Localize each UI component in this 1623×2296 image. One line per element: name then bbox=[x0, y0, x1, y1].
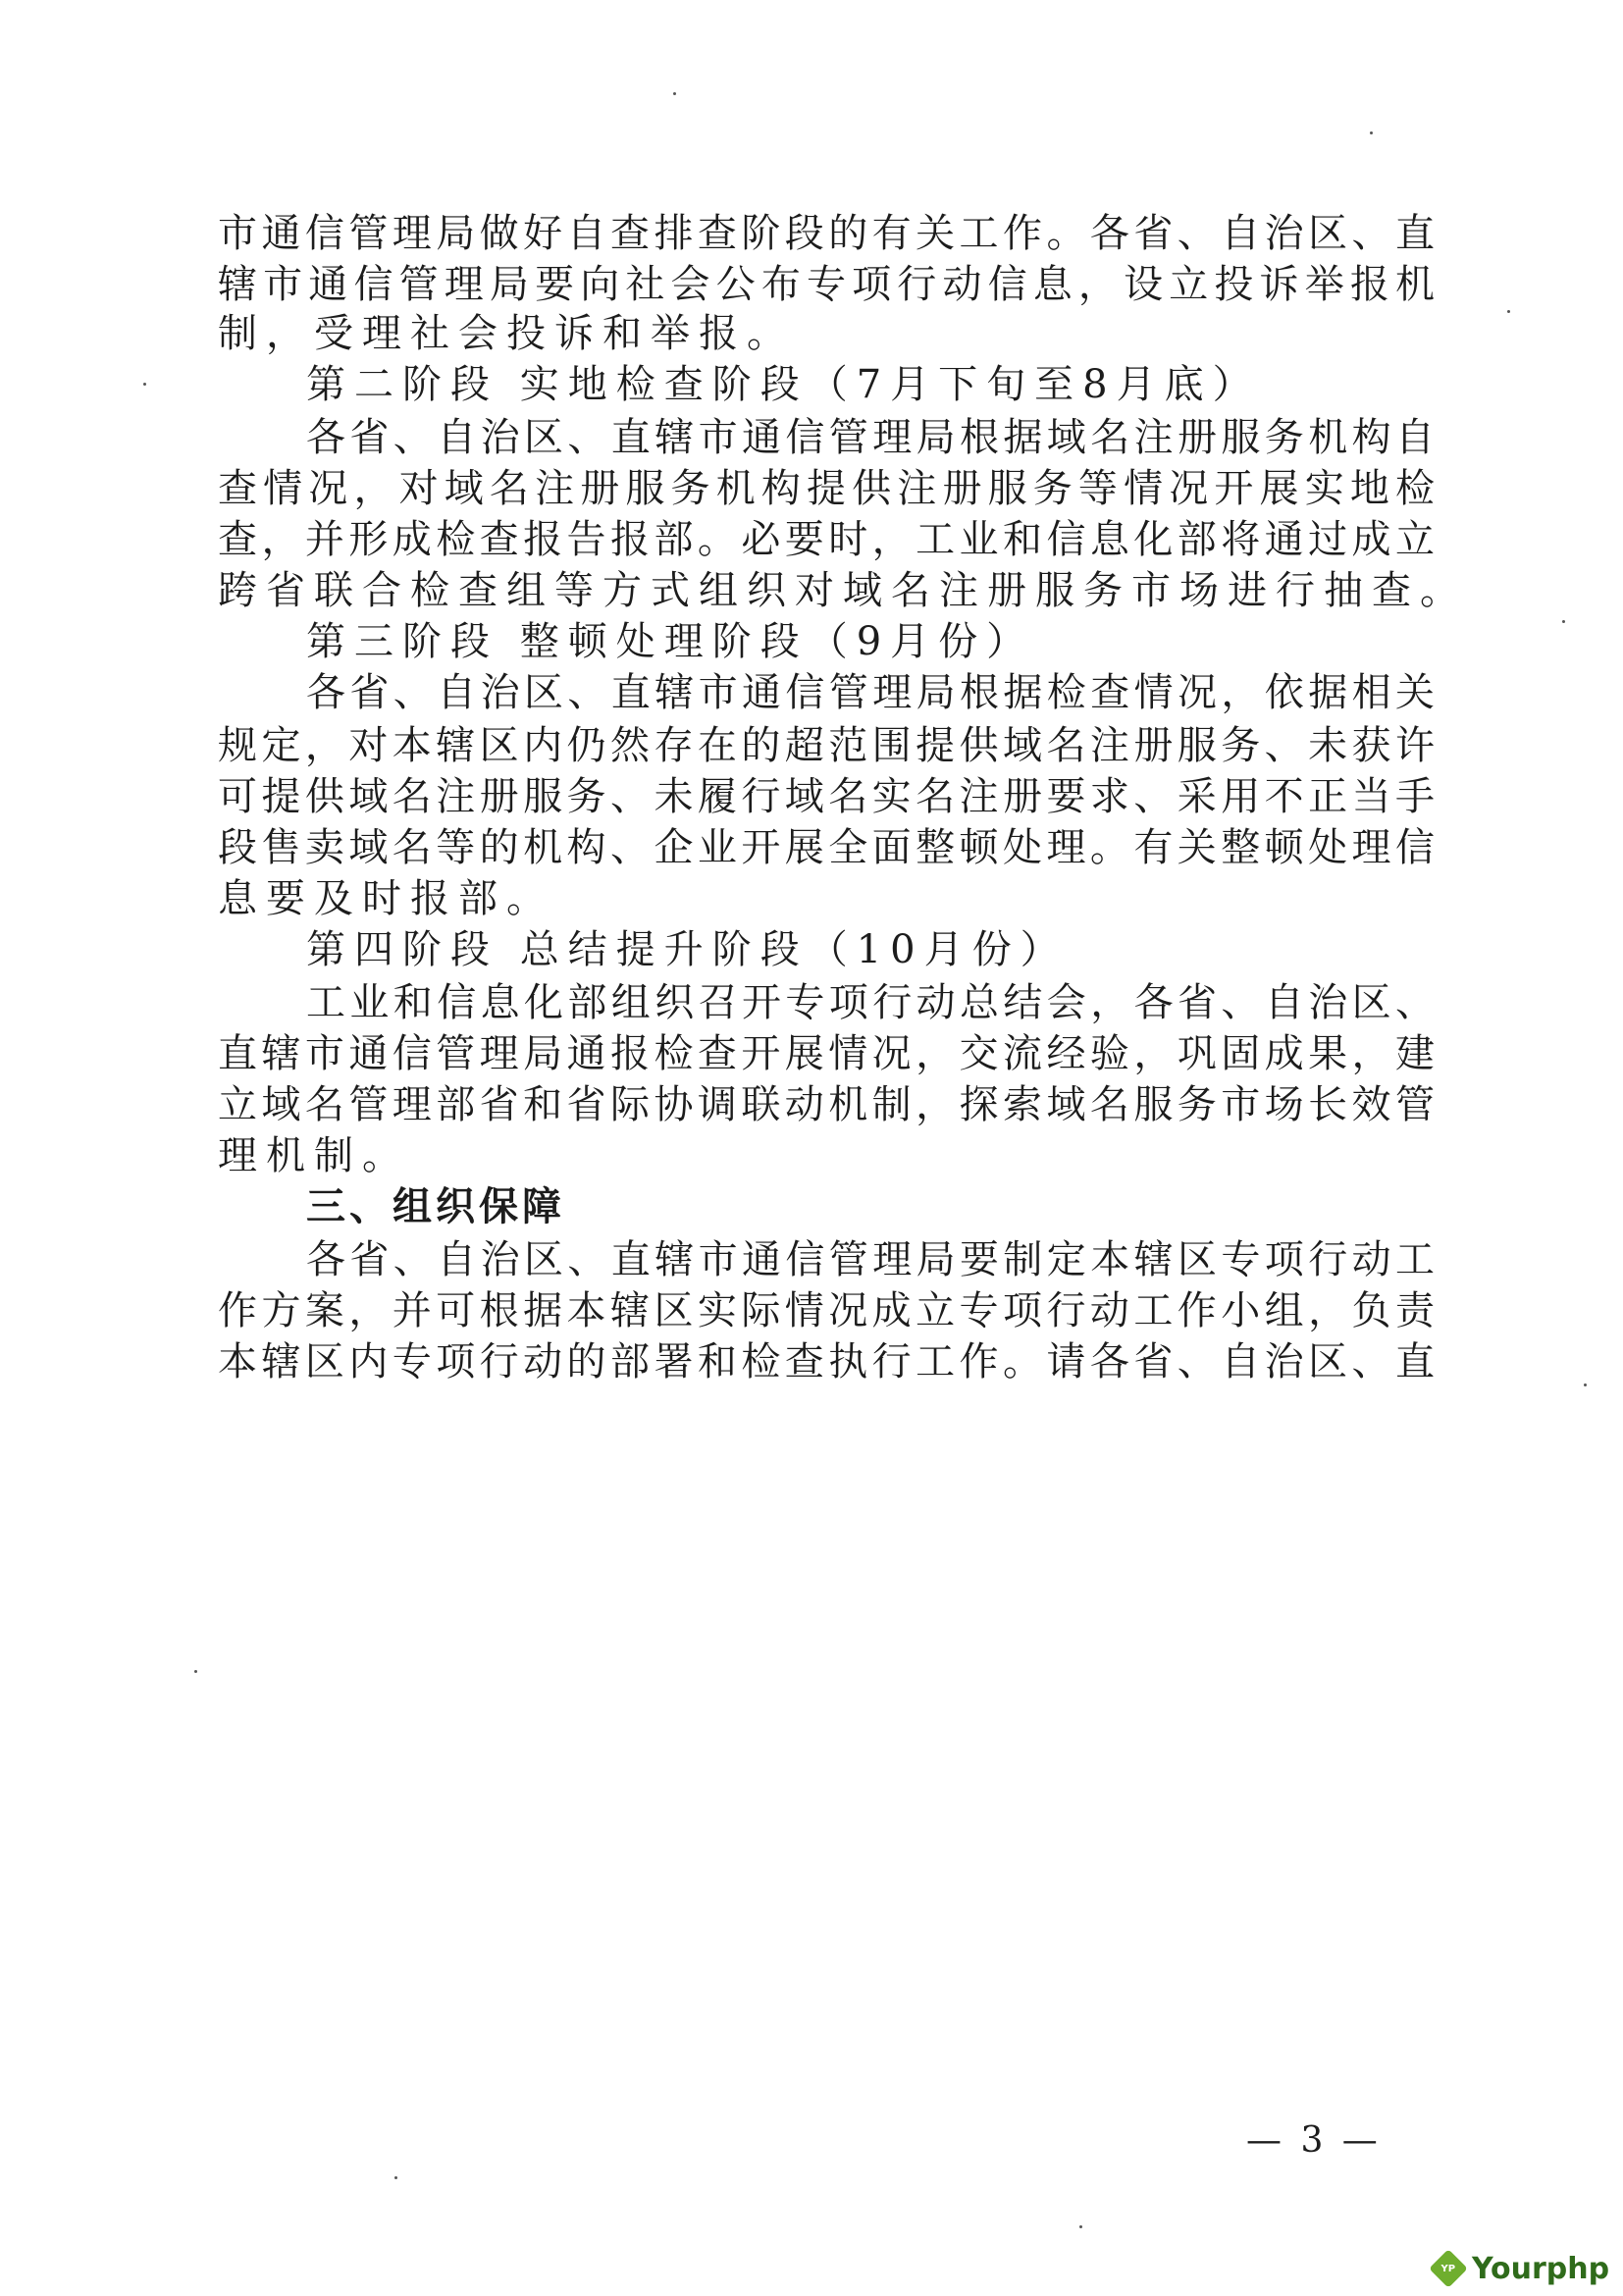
stage-heading-3: 第三阶段 整顿处理阶段（9月份） bbox=[306, 619, 1035, 664]
paragraph-line: 立域名管理部省和省际协调联动机制，探索域名服务市场长效管 bbox=[218, 1082, 1435, 1127]
scan-speck bbox=[673, 92, 676, 95]
paragraph-line: 息要及时报部。 bbox=[218, 876, 554, 921]
scan-speck bbox=[1370, 131, 1373, 134]
paragraph-line: 作方案，并可根据本辖区实际情况成立专项行动工作小组，负责 bbox=[218, 1288, 1435, 1333]
paragraph-line: 本辖区内专项行动的部署和检查执行工作。请各省、自治区、直 bbox=[218, 1339, 1435, 1384]
stage-heading-4: 第四阶段 总结提升阶段（10月份） bbox=[306, 927, 1069, 972]
paragraph-line: 段售卖域名等的机构、企业开展全面整顿处理。有关整顿处理信 bbox=[218, 825, 1435, 870]
scan-speck bbox=[194, 1670, 197, 1673]
paragraph-line: 查，并形成检查报告报部。必要时，工业和信息化部将通过成立 bbox=[218, 517, 1435, 562]
paragraph-line: 各省、自治区、直辖市通信管理局根据检查情况，依据相关 bbox=[306, 670, 1435, 715]
scan-speck bbox=[394, 2176, 397, 2179]
stage-heading-2: 第二阶段 实地检查阶段（7月下旬至8月底） bbox=[306, 362, 1261, 407]
watermark-logo bbox=[1435, 2249, 1609, 2288]
scan-speck bbox=[1584, 1383, 1587, 1386]
logo-text: Yourphp bbox=[1472, 2251, 1610, 2286]
scan-speck bbox=[1079, 2225, 1082, 2228]
paragraph-line: 规定，对本辖区内仍然存在的超范围提供域名注册服务、未获许 bbox=[218, 723, 1435, 768]
diamond-logo-icon bbox=[1429, 2249, 1468, 2288]
paragraph-line: 理机制。 bbox=[218, 1133, 410, 1178]
paragraph-line: 市通信管理局做好自查排查阶段的有关工作。各省、自治区、直 bbox=[218, 211, 1435, 256]
scan-speck bbox=[1507, 310, 1510, 313]
logo-mark-text: YP bbox=[1440, 2263, 1456, 2274]
scan-speck bbox=[1562, 620, 1565, 623]
paragraph-line: 各省、自治区、直辖市通信管理局根据域名注册服务机构自 bbox=[306, 415, 1435, 460]
paragraph-line: 各省、自治区、直辖市通信管理局要制定本辖区专项行动工 bbox=[306, 1237, 1435, 1282]
page-number: — 3 — bbox=[1246, 2120, 1382, 2161]
section-heading-organization: 三、组织保障 bbox=[306, 1184, 565, 1229]
paragraph-line: 跨省联合检查组等方式组织对域名注册服务市场进行抽查。 bbox=[218, 568, 1468, 613]
paragraph-line: 查情况，对域名注册服务机构提供注册服务等情况开展实地检 bbox=[218, 466, 1435, 511]
scan-speck bbox=[143, 383, 146, 386]
paragraph-line: 可提供域名注册服务、未履行域名实名注册要求、采用不正当手 bbox=[218, 774, 1435, 819]
paragraph-line: 工业和信息化部组织召开专项行动总结会，各省、自治区、 bbox=[306, 980, 1435, 1025]
paragraph-line: 直辖市通信管理局通报检查开展情况，交流经验，巩固成果，建 bbox=[218, 1031, 1435, 1076]
paragraph-line: 辖市通信管理局要向社会公布专项行动信息，设立投诉举报机 bbox=[218, 262, 1435, 307]
paragraph-line: 制，受理社会投诉和举报。 bbox=[218, 311, 795, 356]
